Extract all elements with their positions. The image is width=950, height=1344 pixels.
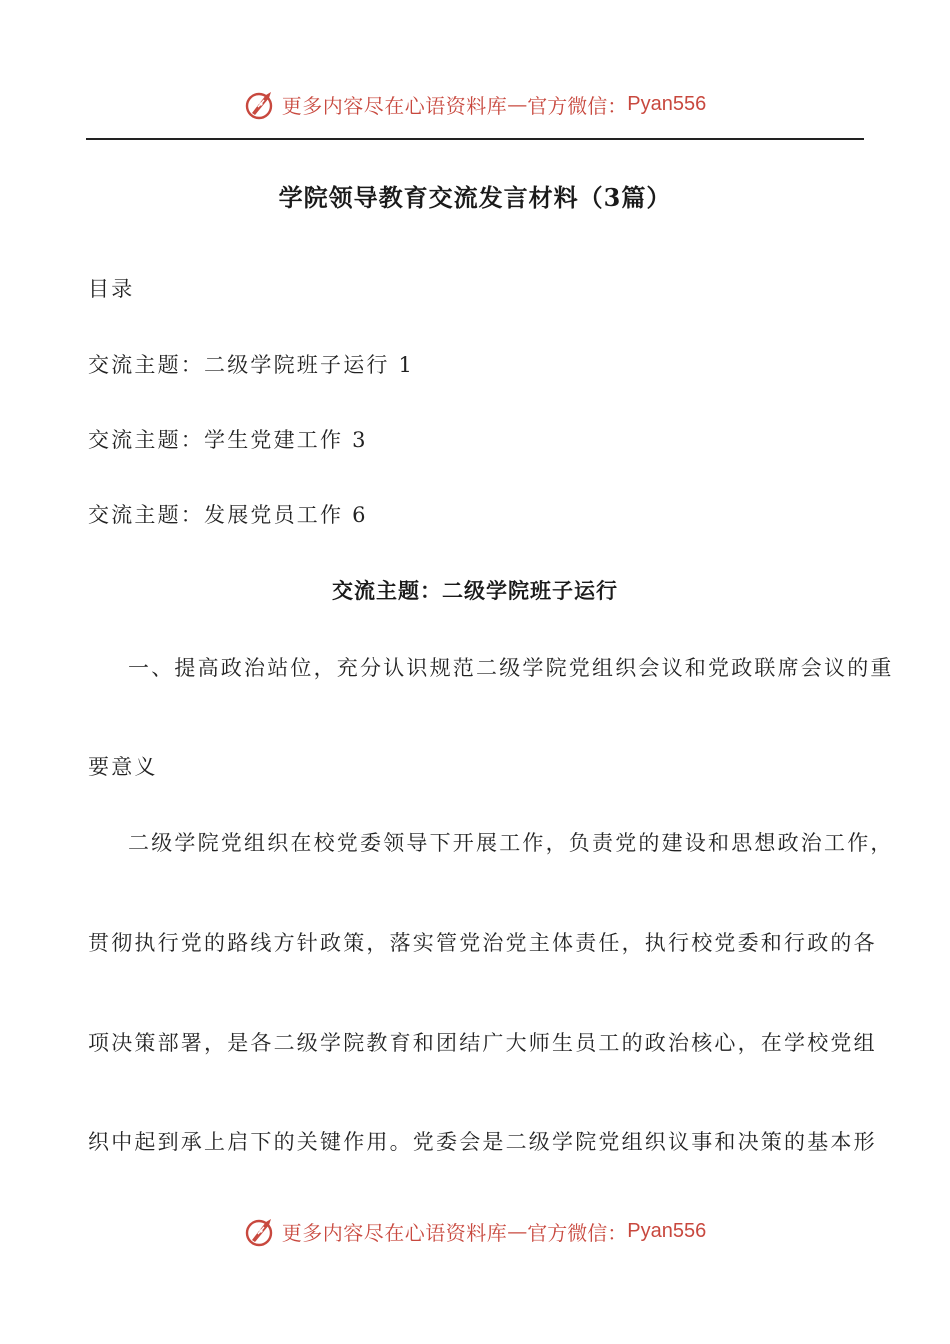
banner-wechat-label: 官方微信： bbox=[527, 1220, 628, 1245]
paragraph-line: 项决策部署，是各二级学院教育和团结广大师生员工的政治核心，在学校党组 bbox=[88, 1031, 877, 1055]
banner-main-text: 更多内容尽在心语资料库 bbox=[281, 93, 508, 118]
banner-separator: — bbox=[507, 92, 528, 116]
toc-item: 交流主题：二级学院班子运行 1 bbox=[88, 353, 415, 377]
banner-wechat-id: Pyan556 bbox=[627, 1219, 707, 1242]
pen-nib-circle-icon bbox=[244, 1214, 278, 1248]
toc-item: 交流主题：学生党建工作 3 bbox=[88, 428, 368, 452]
header-divider bbox=[86, 138, 864, 140]
paragraph-line: 二级学院党组织在校党委领导下开展工作，负责党的建设和思想政治工作， bbox=[128, 831, 894, 855]
footer-banner-content bbox=[244, 1214, 706, 1248]
banner-main-text: 更多内容尽在心语资料库 bbox=[281, 1220, 508, 1245]
header-banner-content bbox=[244, 87, 706, 121]
paragraph-line: 要意义 bbox=[88, 755, 158, 779]
paragraph-line: 贯彻执行党的路线方针政策，落实管党治党主体责任，执行校党委和行政的各 bbox=[88, 931, 877, 955]
toc-item: 交流主题：发展党员工作 6 bbox=[88, 503, 368, 527]
document-title: 学院领导教育交流发言材料（3篇） bbox=[278, 183, 672, 212]
banner-wechat-id: Pyan556 bbox=[627, 92, 707, 115]
toc-heading: 目录 bbox=[88, 277, 135, 301]
pen-nib-circle-icon bbox=[244, 87, 278, 121]
banner-wechat-label: 官方微信： bbox=[527, 93, 628, 118]
paragraph-line: 一、提高政治站位，充分认识规范二级学院党组织会议和党政联席会议的重 bbox=[128, 656, 894, 680]
footer-banner bbox=[0, 1211, 950, 1251]
banner-separator: — bbox=[507, 1219, 528, 1243]
section-heading: 交流主题：二级学院班子运行 bbox=[332, 578, 618, 603]
header-banner bbox=[0, 84, 950, 124]
paragraph-line: 织中起到承上启下的关键作用。党委会是二级学院党组织议事和决策的基本形 bbox=[88, 1130, 877, 1154]
